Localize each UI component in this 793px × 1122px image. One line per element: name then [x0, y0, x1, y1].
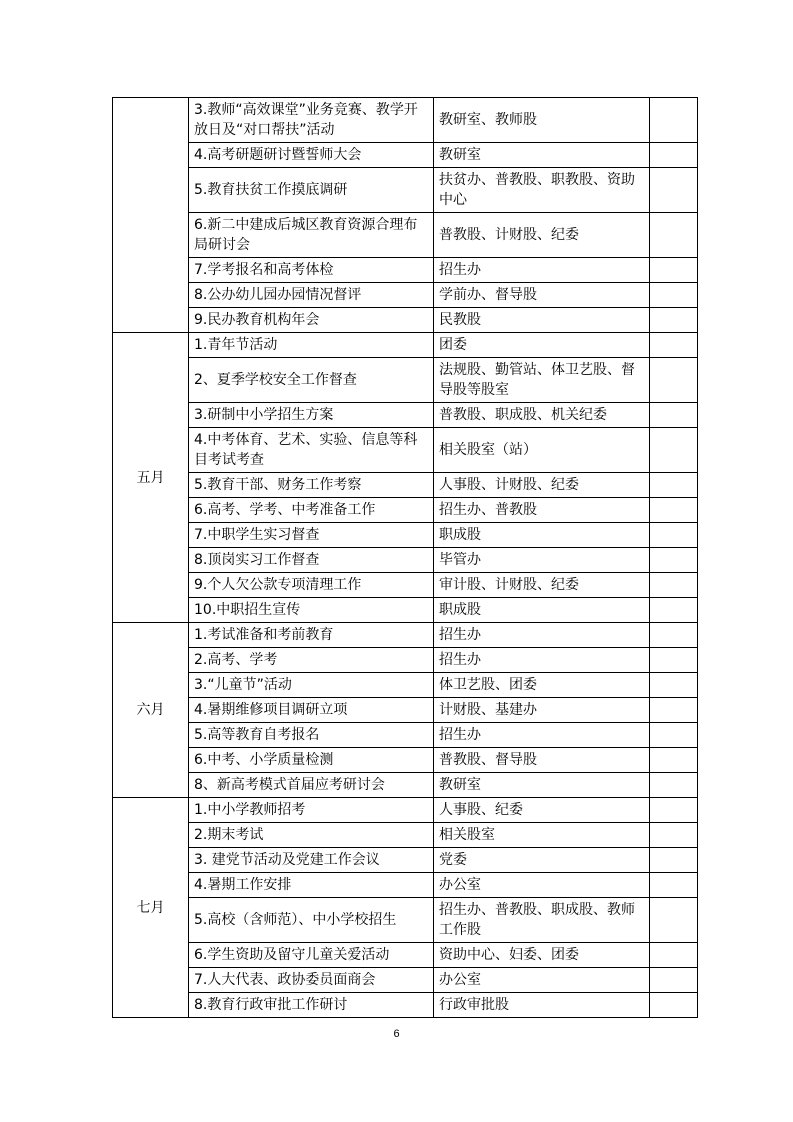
task-cell: 5.高等教育自考报名 [189, 723, 434, 748]
table-row [113, 723, 698, 748]
page-number: 6 [393, 1028, 400, 1040]
remarks-cell [650, 873, 698, 898]
task-cell: 6.中考、小学质量检测 [189, 748, 434, 773]
department-cell: 法规股、勤管站、体卫艺股、督导股等股室 [434, 358, 650, 403]
schedule-table-body [113, 98, 698, 1018]
task-cell: 1.考试准备和考前教育 [189, 623, 434, 648]
remarks-cell [650, 723, 698, 748]
department-cell: 团委 [434, 333, 650, 358]
table-row [113, 848, 698, 873]
department-cell: 相关股室（站） [434, 428, 650, 473]
remarks-cell [650, 748, 698, 773]
remarks-cell [650, 673, 698, 698]
task-cell: 2.高考、学考 [189, 648, 434, 673]
table-row [113, 748, 698, 773]
department-cell: 普教股、计财股、纪委 [434, 213, 650, 258]
department-cell: 招生办 [434, 723, 650, 748]
remarks-cell [650, 798, 698, 823]
department-cell: 扶贫办、普教股、职教股、资助中心 [434, 168, 650, 213]
remarks-cell [650, 698, 698, 723]
task-cell: 3.教师“高效课堂”业务竞赛、教学开放日及“对口帮扶”活动 [189, 98, 434, 143]
department-cell: 体卫艺股、团委 [434, 673, 650, 698]
department-cell: 招生办、普教股、职成股、教师工作股 [434, 898, 650, 943]
remarks-cell [650, 898, 698, 943]
task-cell: 2.期末考试 [189, 823, 434, 848]
department-cell: 办公室 [434, 873, 650, 898]
task-cell: 9.民办教育机构年会 [189, 308, 434, 333]
table-row [113, 168, 698, 213]
task-cell: 8、新高考模式首届应考研讨会 [189, 773, 434, 798]
task-cell: 4.暑期维修项目调研立项 [189, 698, 434, 723]
task-cell: 6.新二中建成后城区教育资源合理布局研讨会 [189, 213, 434, 258]
table-row [113, 573, 698, 598]
task-cell: 5.高校（含师范）、中小学校招生 [189, 898, 434, 943]
table-row [113, 993, 698, 1018]
remarks-cell [650, 623, 698, 648]
remarks-cell [650, 573, 698, 598]
table-row [113, 823, 698, 848]
task-cell: 7.学考报名和高考体检 [189, 258, 434, 283]
remarks-cell [650, 358, 698, 403]
task-cell: 3.研制中小学招生方案 [189, 403, 434, 428]
department-cell: 资助中心、妇委、团委 [434, 943, 650, 968]
remarks-cell [650, 473, 698, 498]
table-row [113, 598, 698, 623]
remarks-cell [650, 283, 698, 308]
remarks-cell [650, 648, 698, 673]
department-cell: 普教股、职成股、机关纪委 [434, 403, 650, 428]
table-row [113, 428, 698, 473]
task-cell: 6.高考、学考、中考准备工作 [189, 498, 434, 523]
table-row [113, 943, 698, 968]
task-cell: 9.个人欠公款专项清理工作 [189, 573, 434, 598]
remarks-cell [650, 548, 698, 573]
remarks-cell [650, 403, 698, 428]
table-row [113, 258, 698, 283]
task-cell: 5.教育干部、财务工作考察 [189, 473, 434, 498]
department-cell: 毕管办 [434, 548, 650, 573]
table-row [113, 213, 698, 258]
remarks-cell [650, 498, 698, 523]
remarks-cell [650, 943, 698, 968]
table-row [113, 523, 698, 548]
department-cell: 职成股 [434, 523, 650, 548]
task-cell: 3. 建党节活动及党建工作会议 [189, 848, 434, 873]
table-row [113, 98, 698, 143]
department-cell: 学前办、督导股 [434, 283, 650, 308]
table-row [113, 698, 698, 723]
table-row [113, 898, 698, 943]
remarks-cell [650, 523, 698, 548]
task-cell: 7.中职学生实习督查 [189, 523, 434, 548]
task-cell: 5.教育扶贫工作摸底调研 [189, 168, 434, 213]
remarks-cell [650, 213, 698, 258]
task-cell: 10.中职招生宣传 [189, 598, 434, 623]
remarks-cell [650, 848, 698, 873]
table-row [113, 673, 698, 698]
department-cell: 教研室 [434, 773, 650, 798]
month-cell: 六月 [113, 623, 189, 798]
remarks-cell [650, 168, 698, 213]
month-cell [113, 98, 189, 333]
department-cell: 招生办 [434, 623, 650, 648]
task-cell: 7.人大代表、政协委员面商会 [189, 968, 434, 993]
table-row [113, 873, 698, 898]
department-cell: 计财股、基建办 [434, 698, 650, 723]
task-cell: 4.暑期工作安排 [189, 873, 434, 898]
table-row [113, 623, 698, 648]
department-cell: 党委 [434, 848, 650, 873]
task-cell: 8.顶岗实习工作督查 [189, 548, 434, 573]
remarks-cell [650, 968, 698, 993]
department-cell: 人事股、纪委 [434, 798, 650, 823]
task-cell: 1.青年节活动 [189, 333, 434, 358]
table-row [113, 333, 698, 358]
remarks-cell [650, 428, 698, 473]
task-cell: 1.中小学教师招考 [189, 798, 434, 823]
table-row [113, 773, 698, 798]
task-cell: 2、夏季学校安全工作督查 [189, 358, 434, 403]
table-row [113, 403, 698, 428]
department-cell: 职成股 [434, 598, 650, 623]
department-cell: 办公室 [434, 968, 650, 993]
department-cell: 招生办、普教股 [434, 498, 650, 523]
task-cell: 8.公办幼儿园办园情况督评 [189, 283, 434, 308]
department-cell: 审计股、计财股、纪委 [434, 573, 650, 598]
table-row [113, 798, 698, 823]
remarks-cell [650, 598, 698, 623]
remarks-cell [650, 308, 698, 333]
task-cell: 6.学生资助及留守儿童关爱活动 [189, 943, 434, 968]
table-row [113, 498, 698, 523]
department-cell: 教研室 [434, 143, 650, 168]
department-cell: 行政审批股 [434, 993, 650, 1018]
remarks-cell [650, 98, 698, 143]
department-cell: 招生办 [434, 648, 650, 673]
remarks-cell [650, 333, 698, 358]
month-cell: 五月 [113, 333, 189, 623]
task-cell: 3.“儿童节”活动 [189, 673, 434, 698]
task-cell: 4.中考体育、艺术、实验、信息等科目考试考查 [189, 428, 434, 473]
schedule-table [112, 97, 698, 1018]
department-cell: 民教股 [434, 308, 650, 333]
table-row [113, 648, 698, 673]
task-cell: 4.高考研题研讨暨誓师大会 [189, 143, 434, 168]
table-row [113, 308, 698, 333]
month-cell: 七月 [113, 798, 189, 1018]
remarks-cell [650, 258, 698, 283]
table-row [113, 283, 698, 308]
table-row [113, 473, 698, 498]
department-cell: 相关股室 [434, 823, 650, 848]
table-row [113, 358, 698, 403]
task-cell: 8.教育行政审批工作研讨 [189, 993, 434, 1018]
remarks-cell [650, 773, 698, 798]
remarks-cell [650, 823, 698, 848]
department-cell: 人事股、计财股、纪委 [434, 473, 650, 498]
department-cell: 教研室、教师股 [434, 98, 650, 143]
remarks-cell [650, 143, 698, 168]
remarks-cell [650, 993, 698, 1018]
department-cell: 招生办 [434, 258, 650, 283]
table-row [113, 143, 698, 168]
table-row [113, 968, 698, 993]
table-row [113, 548, 698, 573]
department-cell: 普教股、督导股 [434, 748, 650, 773]
